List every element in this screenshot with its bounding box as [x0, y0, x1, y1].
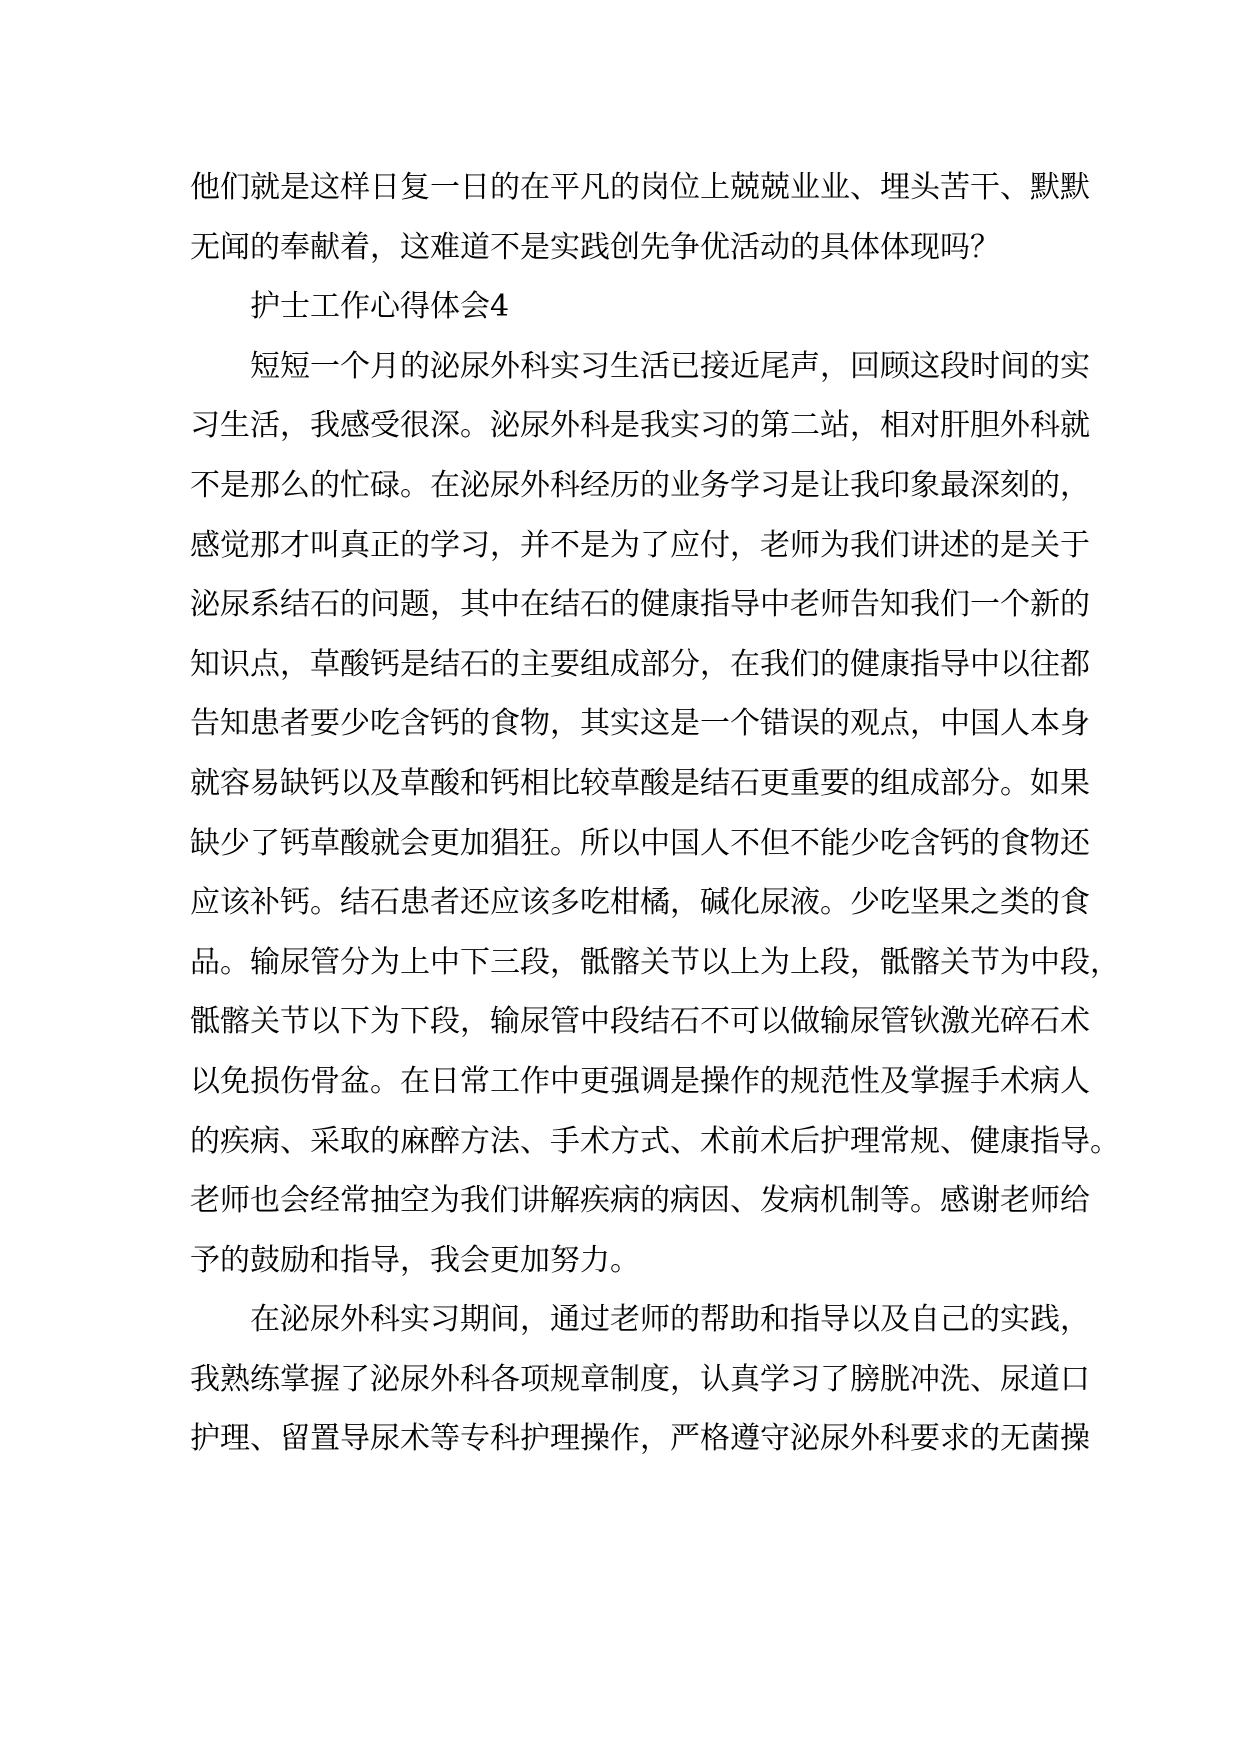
text-line: 的疾病、采取的麻醉方法、手术方式、术前术后护理常规、健康指导。	[190, 1123, 1120, 1159]
text-line: 缺少了钙草酸就会更加猖狂。所以中国人不但不能少吃含钙的食物还	[190, 825, 1090, 861]
text-line: 应该补钙。结石患者还应该多吃柑橘，碱化尿液。少吃坚果之类的食	[190, 885, 1090, 921]
text-line: 予的鼓励和指导，我会更加努力。	[190, 1242, 640, 1278]
text-line: 以免损伤骨盆。在日常工作中更强调是操作的规范性及掌握手术病人	[190, 1063, 1090, 1099]
text-line: 我熟练掌握了泌尿外科各项规章制度，认真学习了膀胱冲洗、尿道口	[190, 1361, 1090, 1397]
text-line: 在泌尿外科实习期间，通过老师的帮助和指导以及自己的实践，	[250, 1302, 1090, 1338]
text-line: 骶髂关节以下为下段，输尿管中段结石不可以做输尿管钬激光碎石术	[190, 1004, 1090, 1040]
body-text	[190, 158, 1120, 1469]
text-line: 告知患者要少吃含钙的食物，其实这是一个错误的观点，中国人本身	[190, 706, 1090, 742]
text-line: 短短一个月的泌尿外科实习生活已接近尾声，回顾这段时间的实	[250, 348, 1090, 384]
text-line: 习生活，我感受很深。泌尿外科是我实习的第二站，相对肝胆外科就	[190, 408, 1090, 444]
section-heading: 护士工作心得体会4	[250, 289, 510, 325]
text-line: 无闻的奉献着，这难道不是实践创先争优活动的具体体现吗？	[190, 229, 1000, 265]
text-line: 就容易缺钙以及草酸和钙相比较草酸是结石更重要的组成部分。如果	[190, 765, 1090, 801]
text-line: 不是那么的忙碌。在泌尿外科经历的业务学习是让我印象最深刻的，	[190, 467, 1090, 503]
text-line: 品。输尿管分为上中下三段，骶髂关节以上为上段，骶髂关节为中段，	[190, 944, 1120, 980]
text-line: 护理、留置导尿术等专科护理操作，严格遵守泌尿外科要求的无菌操	[190, 1421, 1090, 1457]
text-line: 知识点，草酸钙是结石的主要组成部分，在我们的健康指导中以往都	[190, 646, 1090, 682]
text-line: 老师也会经常抽空为我们讲解疾病的病因、发病机制等。感谢老师给	[190, 1183, 1090, 1219]
text-line: 他们就是这样日复一日的在平凡的岗位上兢兢业业、埋头苦干、默默	[190, 170, 1090, 205]
text-line: 泌尿系结石的问题，其中在结石的健康指导中老师告知我们一个新的	[190, 587, 1090, 623]
text-line: 感觉那才叫真正的学习，并不是为了应付，老师为我们讲述的是关于	[190, 527, 1090, 563]
